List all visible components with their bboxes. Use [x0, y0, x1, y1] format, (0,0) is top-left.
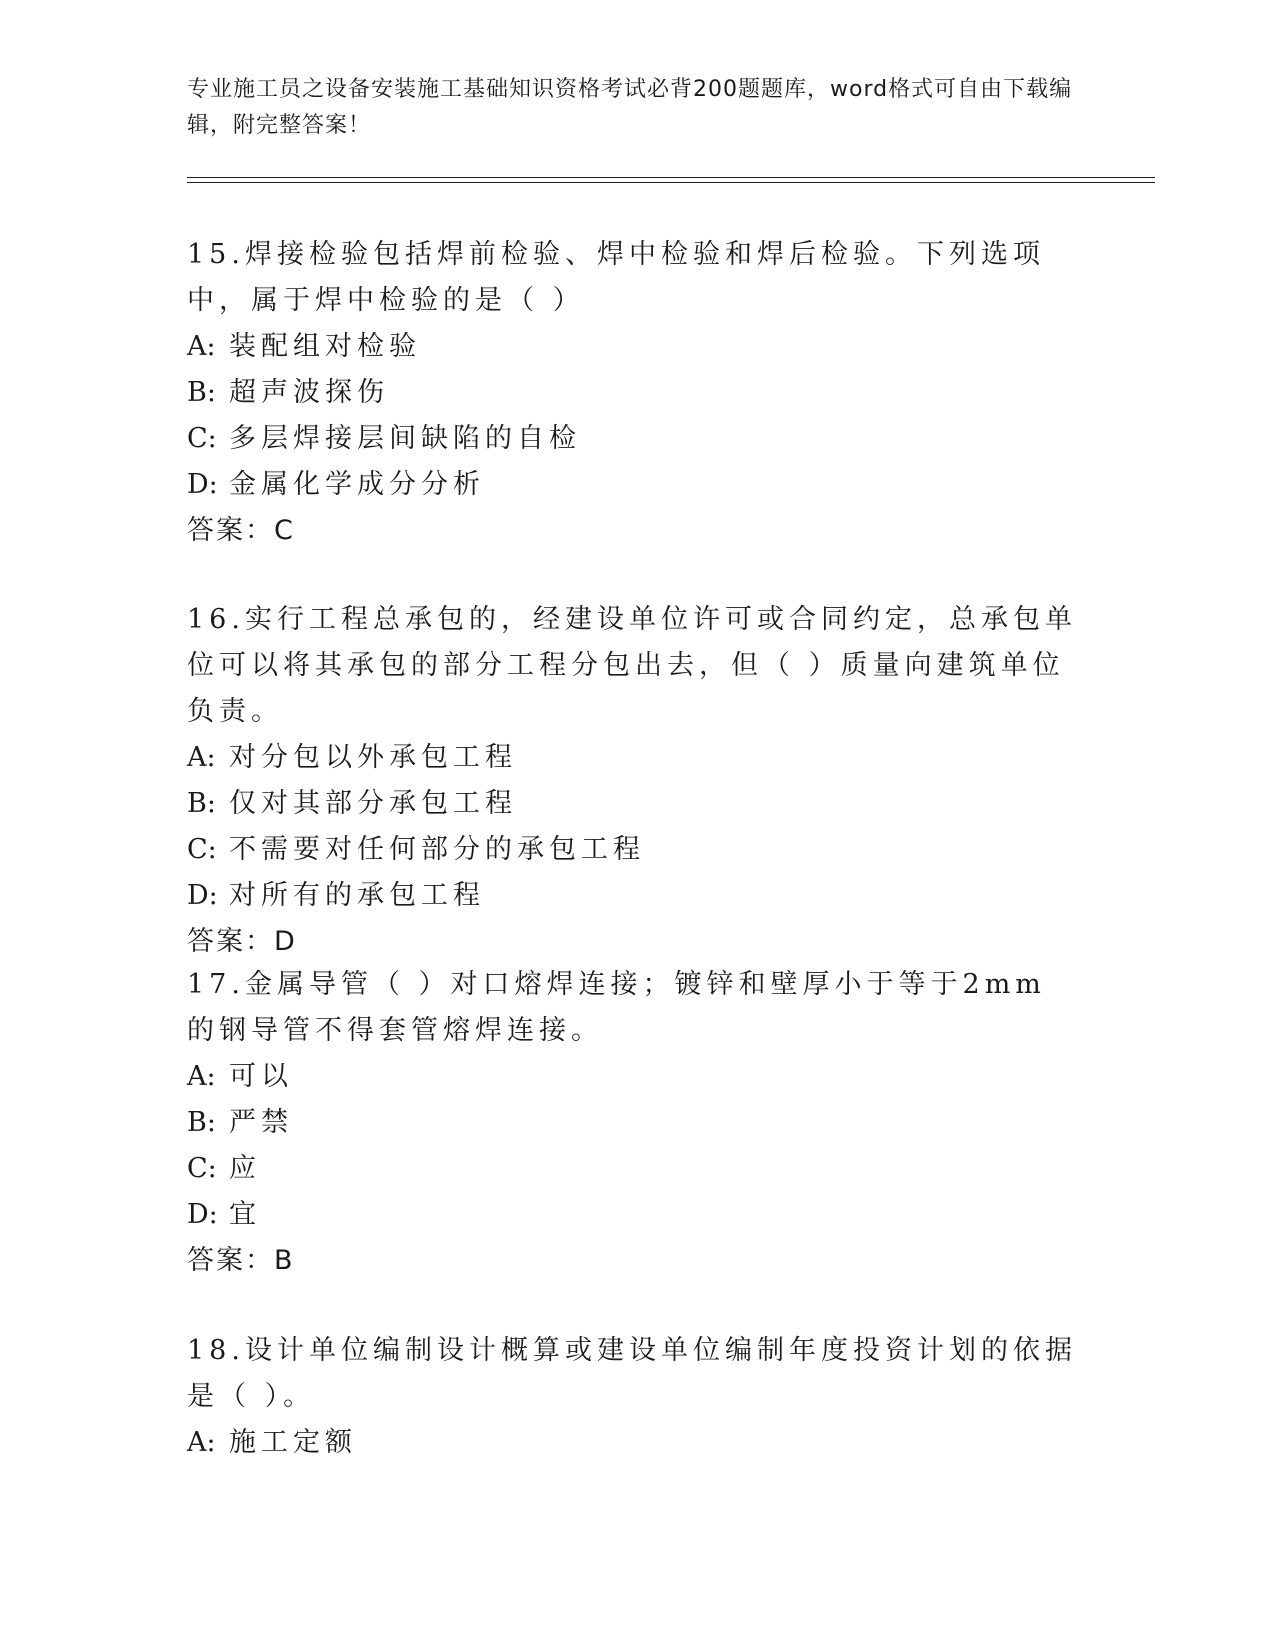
question-16 [187, 597, 1077, 965]
answer-line: 答案：C [187, 515, 295, 546]
option-letter: A: [187, 742, 216, 773]
option-text: 装配组对检验 [229, 331, 421, 362]
option-letter: C: [187, 834, 217, 865]
option-c [187, 1146, 1077, 1192]
option-text: 对分包以外承包工程 [229, 742, 517, 773]
option-text: 不需要对任何部分的承包工程 [229, 834, 645, 865]
answer-line: 答案：B [187, 1245, 295, 1276]
option-d [187, 873, 1077, 919]
option-letter: C: [187, 1153, 217, 1184]
option-text: 施工定额 [229, 1427, 357, 1458]
option-letter: D: [187, 469, 218, 500]
question-stem: 15.焊接检验包括焊前检验、焊中检验和焊后检验。下列选项中，属于焊中检验的是（ ） [187, 239, 1045, 316]
option-a [187, 324, 1077, 370]
question-18 [187, 1328, 1077, 1466]
answer-line: 答案：D [187, 926, 297, 957]
option-letter: A: [187, 1061, 216, 1092]
option-a [187, 735, 1077, 781]
option-text: 可以 [229, 1061, 293, 1092]
question-17 [187, 962, 1077, 1284]
option-a [187, 1420, 1077, 1466]
option-text: 应 [229, 1153, 261, 1184]
option-letter: B: [187, 377, 216, 408]
option-b [187, 1100, 1077, 1146]
option-letter: B: [187, 788, 216, 819]
option-letter: C: [187, 423, 217, 454]
option-b [187, 781, 1077, 827]
document-header: 专业施工员之设备安装施工基础知识资格考试必背200题题库，word格式可自由下载编辑，附完整答案！ [187, 77, 1073, 138]
header-divider-top [187, 177, 1155, 178]
question-stem: 17.金属导管（ ）对口熔焊连接；镀锌和壁厚小于等于2mm的钢导管不得套管熔焊连接。 [187, 969, 1046, 1046]
option-letter: A: [187, 1427, 216, 1458]
header-divider-bottom [187, 182, 1155, 183]
option-letter: D: [187, 880, 218, 911]
option-text: 超声波探伤 [229, 377, 389, 408]
option-text: 多层焊接层间缺陷的自检 [229, 423, 581, 454]
option-letter: D: [187, 1199, 218, 1230]
option-c [187, 416, 1077, 462]
option-text: 仅对其部分承包工程 [229, 788, 517, 819]
option-d [187, 462, 1077, 508]
option-a [187, 1054, 1077, 1100]
option-text: 对所有的承包工程 [229, 880, 485, 911]
option-text: 严禁 [229, 1107, 293, 1138]
option-text: 金属化学成分分析 [229, 469, 485, 500]
question-stem: 16.实行工程总承包的，经建设单位许可或合同约定，总承包单位可以将其承包的部分工程分包出去，但（ ）质量向建筑单位负责。 [187, 604, 1077, 727]
option-letter: B: [187, 1107, 216, 1138]
question-stem: 18.设计单位编制设计概算或建设单位编制年度投资计划的依据是（ ）。 [187, 1335, 1077, 1412]
option-c [187, 827, 1077, 873]
option-d [187, 1192, 1077, 1238]
option-b [187, 370, 1077, 416]
option-letter: A: [187, 331, 216, 362]
question-15 [187, 232, 1077, 554]
option-text: 宜 [229, 1199, 261, 1230]
